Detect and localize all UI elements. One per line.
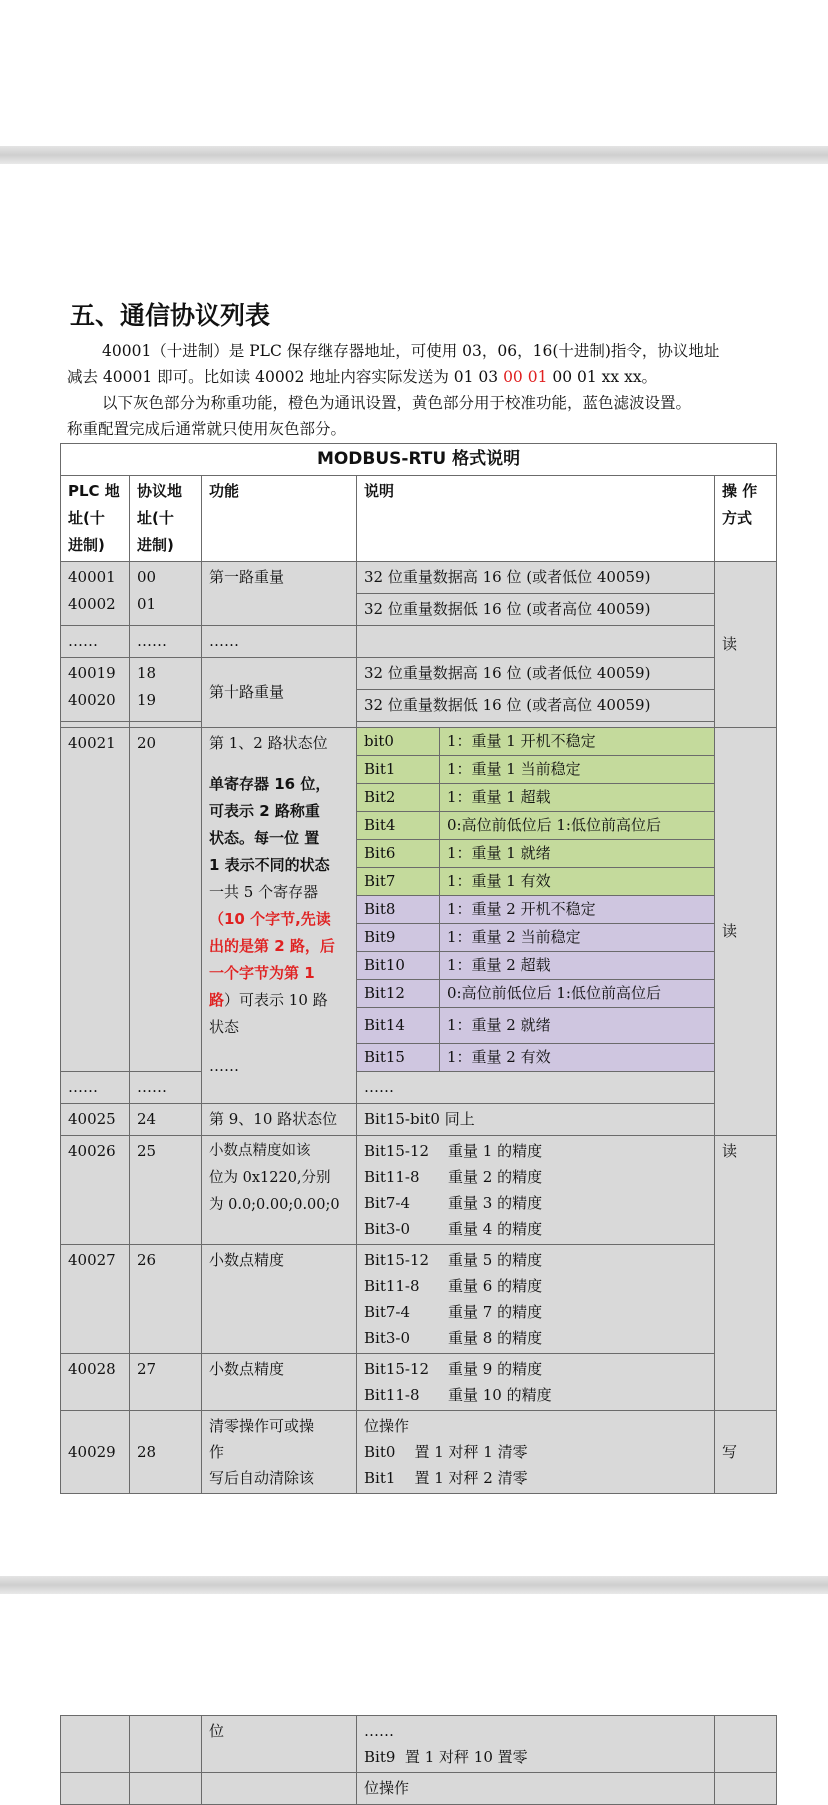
- bit-desc: 1：重量 2 就绪: [447, 1016, 551, 1034]
- operation: [715, 1773, 777, 1805]
- bit-label: Bit2: [357, 784, 440, 811]
- function: 小数点精度如该 位为 0x1220,分别 为 0.0;0.00;0.00;0: [202, 1136, 357, 1245]
- intro-paragraph: [67, 338, 777, 442]
- plc-address: 40025: [61, 1104, 130, 1136]
- plc-address: [61, 1716, 130, 1773]
- bit-row: [357, 756, 715, 784]
- table-row: [61, 658, 777, 690]
- intro-text: 00 01 xx xx。: [547, 368, 658, 386]
- description: 32 位重量数据高 16 位 (或者低位 40059): [357, 562, 715, 594]
- description: Bit15-12 重量 5 的精度 Bit11-8 重量 6 的精度 Bit7-4 重量 7 的精度 Bit3-0 重量 8 的精度: [357, 1245, 715, 1354]
- table-row: [61, 1245, 777, 1354]
- table-row: [61, 1773, 777, 1805]
- plc-address: 40028: [61, 1354, 130, 1411]
- description: 32 位重量数据低 16 位 (或者高位 40059): [357, 594, 715, 626]
- bit-desc: 1：重量 2 开机不稳定: [447, 900, 596, 918]
- bit-label: Bit12: [357, 980, 440, 1007]
- plc-address: 40001 40002: [61, 562, 130, 626]
- bit-label: Bit15: [357, 1044, 440, 1071]
- ellipsis: ……: [61, 1072, 130, 1104]
- header-function: 功能: [202, 476, 357, 562]
- table-caption: MODBUS-RTU 格式说明: [61, 444, 777, 476]
- protocol-address: 00 01: [130, 562, 202, 626]
- intro-line: 40001（十进制）是 PLC 保存继存器地址，可使用 03，06，16(十进制)指令，协议地址: [102, 342, 720, 360]
- plc-address: 40026: [61, 1136, 130, 1245]
- section-title: 五、通信协议列表: [70, 301, 271, 330]
- description: Bit15-bit0 同上: [357, 1104, 715, 1136]
- description: 位操作: [357, 1773, 715, 1805]
- description: 位操作 Bit0 置 1 对秤 1 清零 Bit1 置 1 对秤 2 清零: [357, 1411, 715, 1494]
- bit-desc: 1：重量 1 开机不稳定: [447, 732, 596, 750]
- bit-row: [357, 1044, 715, 1072]
- status-function: 第 1、2 路状态位 单寄存器 16 位， 可表示 2 路称重 状态。每一位 置 1 表示不同的状态 一共 5 个寄存器 （10 个字节,先读 出的是第 2 路，后 一个字节为第 1 路）可表示 10 路 状态 ……: [202, 728, 357, 1104]
- bit-label: Bit8: [357, 896, 440, 923]
- table-header-row: [61, 476, 777, 562]
- protocol-address: 25: [130, 1136, 202, 1245]
- description: 32 位重量数据低 16 位 (或者高位 40059): [357, 690, 715, 722]
- function: 第一路重量: [202, 562, 357, 626]
- table-row: [61, 1072, 777, 1104]
- operation-read: 读: [715, 562, 777, 728]
- bit-row: [357, 896, 715, 924]
- bit-desc: 0:高位前低位后 1:低位前高位后: [447, 816, 661, 834]
- function: [202, 1773, 357, 1805]
- bit-label: Bit1: [357, 756, 440, 783]
- page-separator: [0, 1576, 828, 1594]
- header-description: 说明: [357, 476, 715, 562]
- header-protocol-address: 协议地 址(十 进制): [130, 476, 202, 562]
- bit-label: Bit9: [357, 924, 440, 951]
- protocol-address: 26: [130, 1245, 202, 1354]
- function: 第 9、10 路状态位: [202, 1104, 357, 1136]
- table-caption-row: [61, 444, 777, 476]
- description: Bit15-12 重量 9 的精度 Bit11-8 重量 10 的精度: [357, 1354, 715, 1411]
- header-operation: 操 作 方式: [715, 476, 777, 562]
- table-row: [61, 1354, 777, 1411]
- bit-desc: 0:高位前低位后 1:低位前高位后: [447, 984, 661, 1002]
- bit-row: [357, 812, 715, 840]
- plc-address: 40027: [61, 1245, 130, 1354]
- operation-read: 读: [715, 1136, 777, 1411]
- function: 第十路重量: [202, 658, 357, 728]
- plc-address: [61, 1773, 130, 1805]
- highlight-address: 00 01: [503, 368, 548, 386]
- header-plc-address: PLC 地 址(十 进制): [61, 476, 130, 562]
- function: 清零操作可或操 作 写后自动清除该: [202, 1411, 357, 1494]
- table-row: [61, 626, 777, 658]
- table-row: [61, 1411, 777, 1494]
- bit-desc: 1：重量 2 超载: [447, 956, 551, 974]
- bit-row: [357, 728, 715, 756]
- bit-label: Bit7: [357, 868, 440, 895]
- bit-label: Bit6: [357, 840, 440, 867]
- function: 小数点精度: [202, 1354, 357, 1411]
- bit-desc: 1：重量 1 当前稳定: [447, 760, 581, 778]
- description: …… Bit9 置 1 对秤 10 置零: [357, 1716, 715, 1773]
- table-row: [61, 1136, 777, 1245]
- intro-line: [67, 364, 777, 390]
- ellipsis: ……: [130, 1072, 202, 1104]
- protocol-address: 24: [130, 1104, 202, 1136]
- protocol-address: 27: [130, 1354, 202, 1411]
- bit-desc: 1：重量 2 当前稳定: [447, 928, 581, 946]
- intro-text: 减去 40001 即可。比如读 40002 地址内容实际发送为 01 03: [67, 368, 504, 386]
- operation-write: 写: [715, 1411, 777, 1494]
- protocol-address: [130, 1773, 202, 1805]
- bit-desc: 1：重量 1 就绪: [447, 844, 551, 862]
- page-separator: [0, 146, 828, 164]
- protocol-address: 20: [130, 728, 202, 1072]
- bit-row: [357, 840, 715, 868]
- bit-label: bit0: [357, 728, 440, 755]
- protocol-address: 28: [130, 1411, 202, 1494]
- bit-desc: 1：重量 2 有效: [447, 1048, 551, 1066]
- ellipsis: ……: [357, 1072, 715, 1104]
- ellipsis: ……: [202, 626, 357, 658]
- table-row: [61, 1716, 777, 1773]
- bit-row: [357, 868, 715, 896]
- bit-row: [357, 784, 715, 812]
- table-row: [61, 1104, 777, 1136]
- description: Bit15-12 重量 1 的精度 Bit11-8 重量 2 的精度 Bit7-4 重量 3 的精度 Bit3-0 重量 4 的精度: [357, 1136, 715, 1245]
- table-row: [61, 728, 777, 756]
- description: 32 位重量数据高 16 位 (或者低位 40059): [357, 658, 715, 690]
- bit-row: [357, 980, 715, 1008]
- plc-address: 40029: [61, 1411, 130, 1494]
- protocol-address: 18 19: [130, 658, 202, 722]
- operation-read: 读: [715, 728, 777, 1136]
- bit-label: Bit4: [357, 812, 440, 839]
- operation: [715, 1716, 777, 1773]
- table-row: [61, 562, 777, 594]
- bit-label: Bit14: [357, 1008, 440, 1043]
- function: 位: [202, 1716, 357, 1773]
- intro-line: 以下灰色部分为称重功能，橙色为通讯设置，黄色部分用于校准功能，蓝色滤波设置。: [102, 394, 692, 412]
- function: 小数点精度: [202, 1245, 357, 1354]
- bit-row: [357, 1008, 715, 1044]
- protocol-address: [130, 1716, 202, 1773]
- plc-address: 40021: [61, 728, 130, 1072]
- modbus-table: [60, 443, 777, 1494]
- ellipsis: ……: [130, 626, 202, 658]
- intro-line: 称重配置完成后通常就只使用灰色部分。: [67, 420, 347, 438]
- bit-desc: 1：重量 1 超载: [447, 788, 551, 806]
- bit-label: Bit10: [357, 952, 440, 979]
- bit-desc: 1：重量 1 有效: [447, 872, 551, 890]
- plc-address: 40019 40020: [61, 658, 130, 722]
- description: [357, 626, 715, 658]
- ellipsis: ……: [61, 626, 130, 658]
- bit-row: [357, 952, 715, 980]
- bit-row: [357, 924, 715, 952]
